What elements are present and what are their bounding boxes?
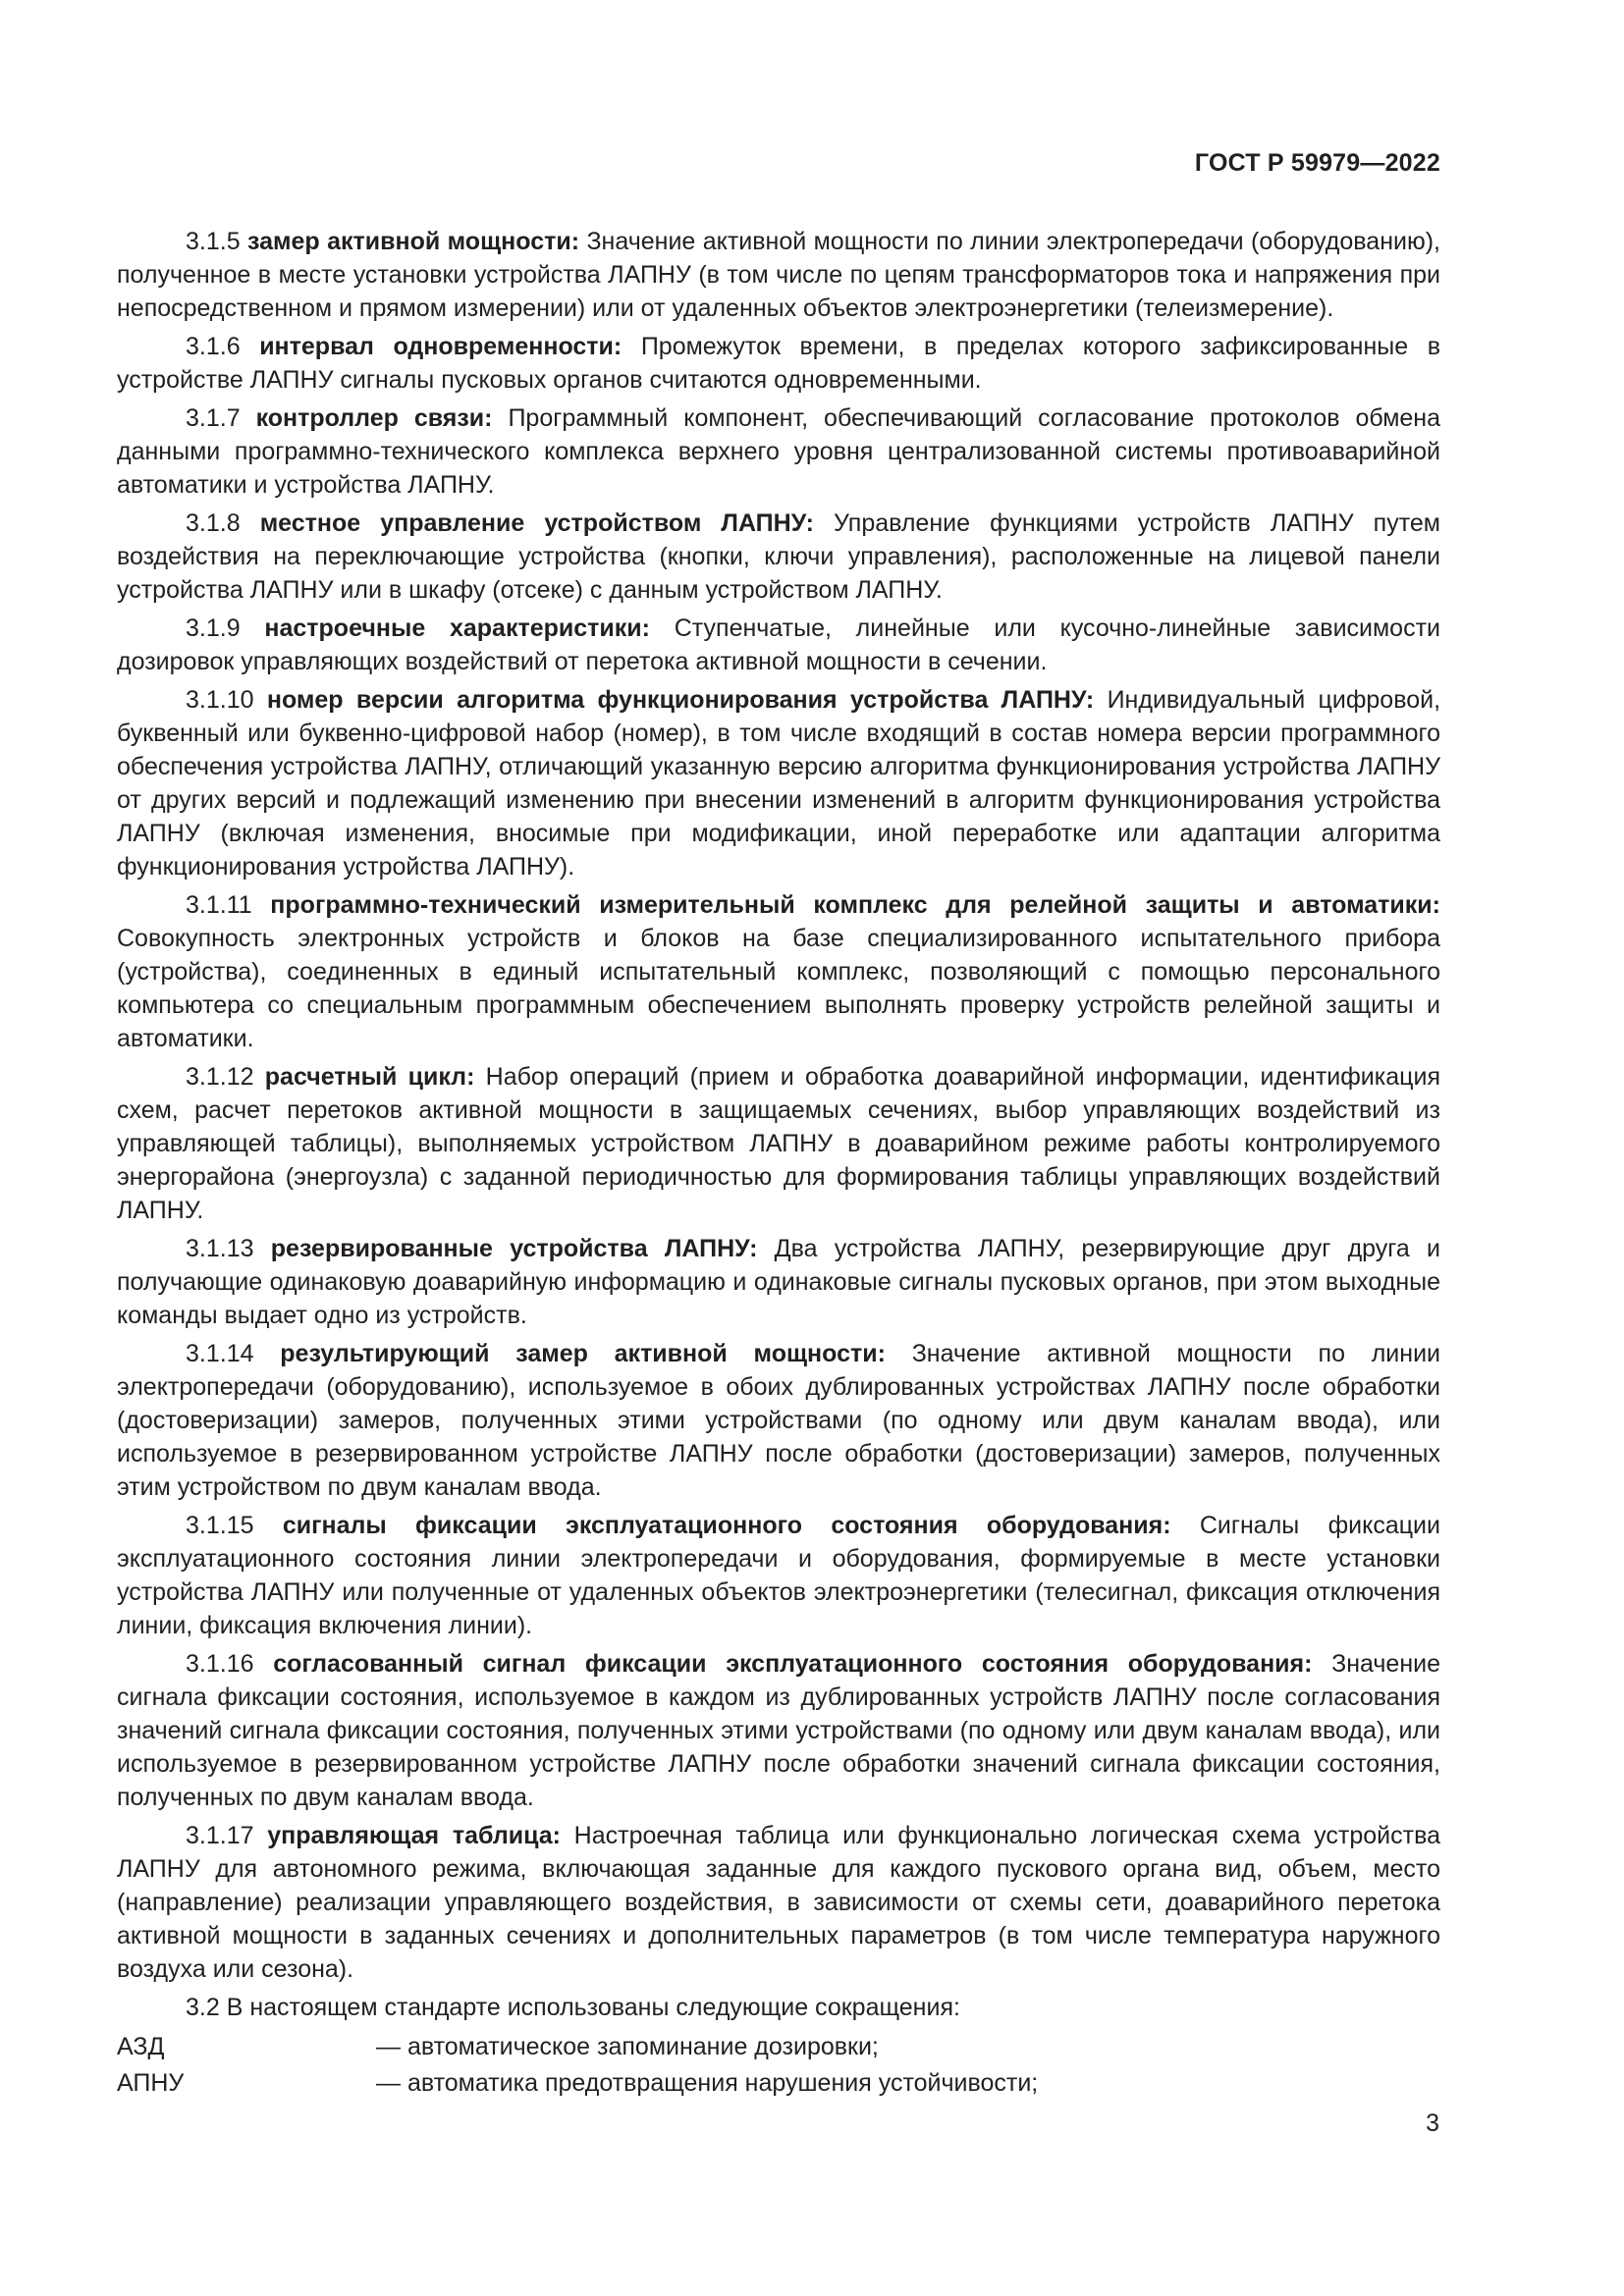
definition-number: 3.1.14 xyxy=(186,1340,254,1367)
definition-text: Набор операций (прием и обработка доаварийной информации, идентификация схем, расчет перетоков активной мощности в защищаемых сечениях, выбор управляющих воздействий из управляющей таблицы), выполняемых устройством ЛАПНУ в доаварийном режиме работы контролируемого энергорайона (энергоузла) с заданной периодичностью для формирования таблицы управляющих воздействий ЛАПНУ. xyxy=(117,1063,1440,1224)
definition-text: Совокупность электронных устройств и блоков на базе специализированного испытательного прибора (устройства), соединенных в единый испытательный комплекс, позволяющий с помощью персонального компьютера со специальным программным обеспечением выполнять проверку устройств релейной защиты и автоматики. xyxy=(117,925,1440,1052)
definition-number: 3.1.6 xyxy=(186,333,241,360)
definition-number: 3.1.16 xyxy=(186,1650,254,1678)
definition-number: 3.1.5 xyxy=(186,228,241,255)
abbreviations-intro: 3.2 В настоящем стандарте использованы следующие сокращения: xyxy=(186,1994,960,2021)
definition-term: интервал одновременности: xyxy=(259,333,623,360)
definition-number: 3.1.12 xyxy=(186,1063,254,1091)
definition-term: местное управление устройством ЛАПНУ: xyxy=(259,509,814,537)
definition-number: 3.1.17 xyxy=(186,1822,254,1849)
definition-term: расчетный цикл: xyxy=(264,1063,475,1091)
definition-paragraph xyxy=(117,1819,1440,1986)
definition-paragraph xyxy=(117,1060,1440,1227)
definition-term: программно-технический измерительный комплекс для релейной защиты и автоматики: xyxy=(270,891,1440,919)
definition-paragraph xyxy=(117,1232,1440,1332)
definition-number: 3.1.8 xyxy=(186,509,241,537)
abbreviation-key: АЗД xyxy=(117,2033,165,2060)
definition-paragraph xyxy=(117,888,1440,1055)
abbreviation-row xyxy=(117,2030,1440,2066)
definition-text: Программный компонент, обеспечивающий согласование протоколов обмена данными программно-технического комплекса верхнего уровня централизованной системы противоаварийной автоматики и устройства ЛАПНУ. xyxy=(117,404,1440,499)
definition-number: 3.1.11 xyxy=(186,891,252,919)
definition-paragraph xyxy=(117,1337,1440,1504)
definition-number: 3.1.10 xyxy=(186,686,254,714)
definition-number: 3.1.9 xyxy=(186,614,241,642)
definition-text: Индивидуальный цифровой, буквенный или буквенно-цифровой набор (номер), в том числе входящий в состав номера версии программного обеспечения устройства ЛАПНУ, отличающий указанную версию алгоритма функционирования устройства ЛАПНУ от других версий и подлежащий изменению при внесении изменений в алгоритм функционирования устройства ЛАПНУ (включая изменения, вносимые при модификации, иной переработке или адаптации алгоритма функционирования устройства ЛАПНУ). xyxy=(117,686,1441,881)
definition-term: согласованный сигнал фиксации эксплуатационного состояния оборудования: xyxy=(273,1650,1313,1678)
page-header: ГОСТ Р 59979—2022 xyxy=(1194,149,1440,177)
definition-term: номер версии алгоритма функционирования устройства ЛАПНУ: xyxy=(266,686,1095,714)
definition-text: Значение сигнала фиксации состояния, используемое в каждом из дублированных устройств ЛАПНУ после согласования значений сигнала фиксации состояния, полученных этими устройствами (по одному или двум каналам ввода), или используемое в резервированном устройстве ЛАПНУ после обработки значений сигнала фиксации состояния, полученных по двум каналам ввода. xyxy=(117,1650,1440,1811)
definitions-list xyxy=(117,225,1440,1986)
definition-paragraph xyxy=(117,401,1440,502)
definition-text: Значение активной мощности по линии электропередачи (оборудованию), используемое в обоих дублированных устройствах ЛАПНУ после обработки (достоверизации) замеров, полученных этими устройствами (по одному или двум каналам ввода), или используемое в резервированном устройстве ЛАПНУ после обработки (достоверизации) замеров, полученных этим устройством по двум каналам ввода. xyxy=(117,1340,1441,1501)
definition-text: Значение активной мощности по линии электропередачи (оборудованию), полученное в месте установки устройства ЛАПНУ (в том числе по цепям трансформаторов тока и напряжения при непосредственном и прямом измерении) или от удаленных объектов электроэнергетики (телеизмерение). xyxy=(117,228,1440,322)
definition-paragraph xyxy=(117,507,1440,607)
definition-term: сигналы фиксации эксплуатационного состояния оборудования: xyxy=(282,1512,1171,1539)
definition-term: замер активной мощности: xyxy=(247,228,580,255)
definition-text: Сигналы фиксации эксплуатационного состояния линии электропередачи и оборудования, формируемые в месте установки устройства ЛАПНУ или полученные от удаленных объектов электроэнергетики (телесигнал, фиксация отключения линии, фиксация включения линии). xyxy=(117,1512,1440,1639)
abbreviation-value: — автоматика предотвращения нарушения устойчивости; xyxy=(376,2069,1039,2097)
definition-paragraph xyxy=(117,225,1440,325)
definition-term: результирующий замер активной мощности: xyxy=(280,1340,886,1367)
definition-term: управляющая таблица: xyxy=(267,1822,561,1849)
abbreviation-key: АПНУ xyxy=(117,2069,185,2097)
definition-paragraph xyxy=(117,1647,1440,1814)
abbreviations-list xyxy=(117,2030,1440,2103)
definition-text: Ступенчатые, линейные или кусочно-линейные зависимости дозировок управляющих воздействий от перетока активной мощности в сечении. xyxy=(117,614,1440,675)
definition-text: Промежуток времени, в пределах которого зафиксированные в устройстве ЛАПНУ сигналы пусковых органов считаются одновременными. xyxy=(117,333,1440,394)
definition-number: 3.1.7 xyxy=(186,404,241,432)
abbreviation-value: — автоматическое запоминание дозировки; xyxy=(376,2033,879,2060)
definition-paragraph xyxy=(117,612,1440,678)
definition-text: Управление функциями устройств ЛАПНУ путем воздействия на переключающие устройства (кнопки, ключи управления), расположенные на лицевой панели устройства ЛАПНУ или в шкафу (отсеке) с данным устройством ЛАПНУ. xyxy=(117,509,1440,604)
definition-paragraph xyxy=(117,683,1440,883)
definition-text: Два устройства ЛАПНУ, резервирующие друг друга и получающие одинаковую доаварийную информацию и одинаковые сигналы пусковых органов, при этом выходные команды выдает одно из устройств. xyxy=(117,1235,1440,1329)
definition-number: 3.1.15 xyxy=(186,1512,254,1539)
definition-paragraph xyxy=(117,1509,1440,1642)
page-number: 3 xyxy=(1426,2109,1439,2137)
abbreviation-row xyxy=(117,2066,1440,2103)
definition-paragraph xyxy=(117,330,1440,397)
definition-number: 3.1.13 xyxy=(186,1235,254,1262)
definition-term: настроечные характеристики: xyxy=(264,614,650,642)
document-body xyxy=(117,225,1440,2103)
definition-term: контроллер связи: xyxy=(255,404,493,432)
definition-text: Настроечная таблица или функционально логическая схема устройства ЛАПНУ для автономного режима, включающая заданные для каждого пускового органа вид, объем, место (направление) реализации управляющего воздействия, в зависимости от схемы сети, доаварийного перетока активной мощности в заданных сечениях и дополнительных параметров (в том числе температура наружного воздуха или сезона). xyxy=(117,1822,1440,1983)
definition-term: резервированные устройства ЛАПНУ: xyxy=(270,1235,758,1262)
